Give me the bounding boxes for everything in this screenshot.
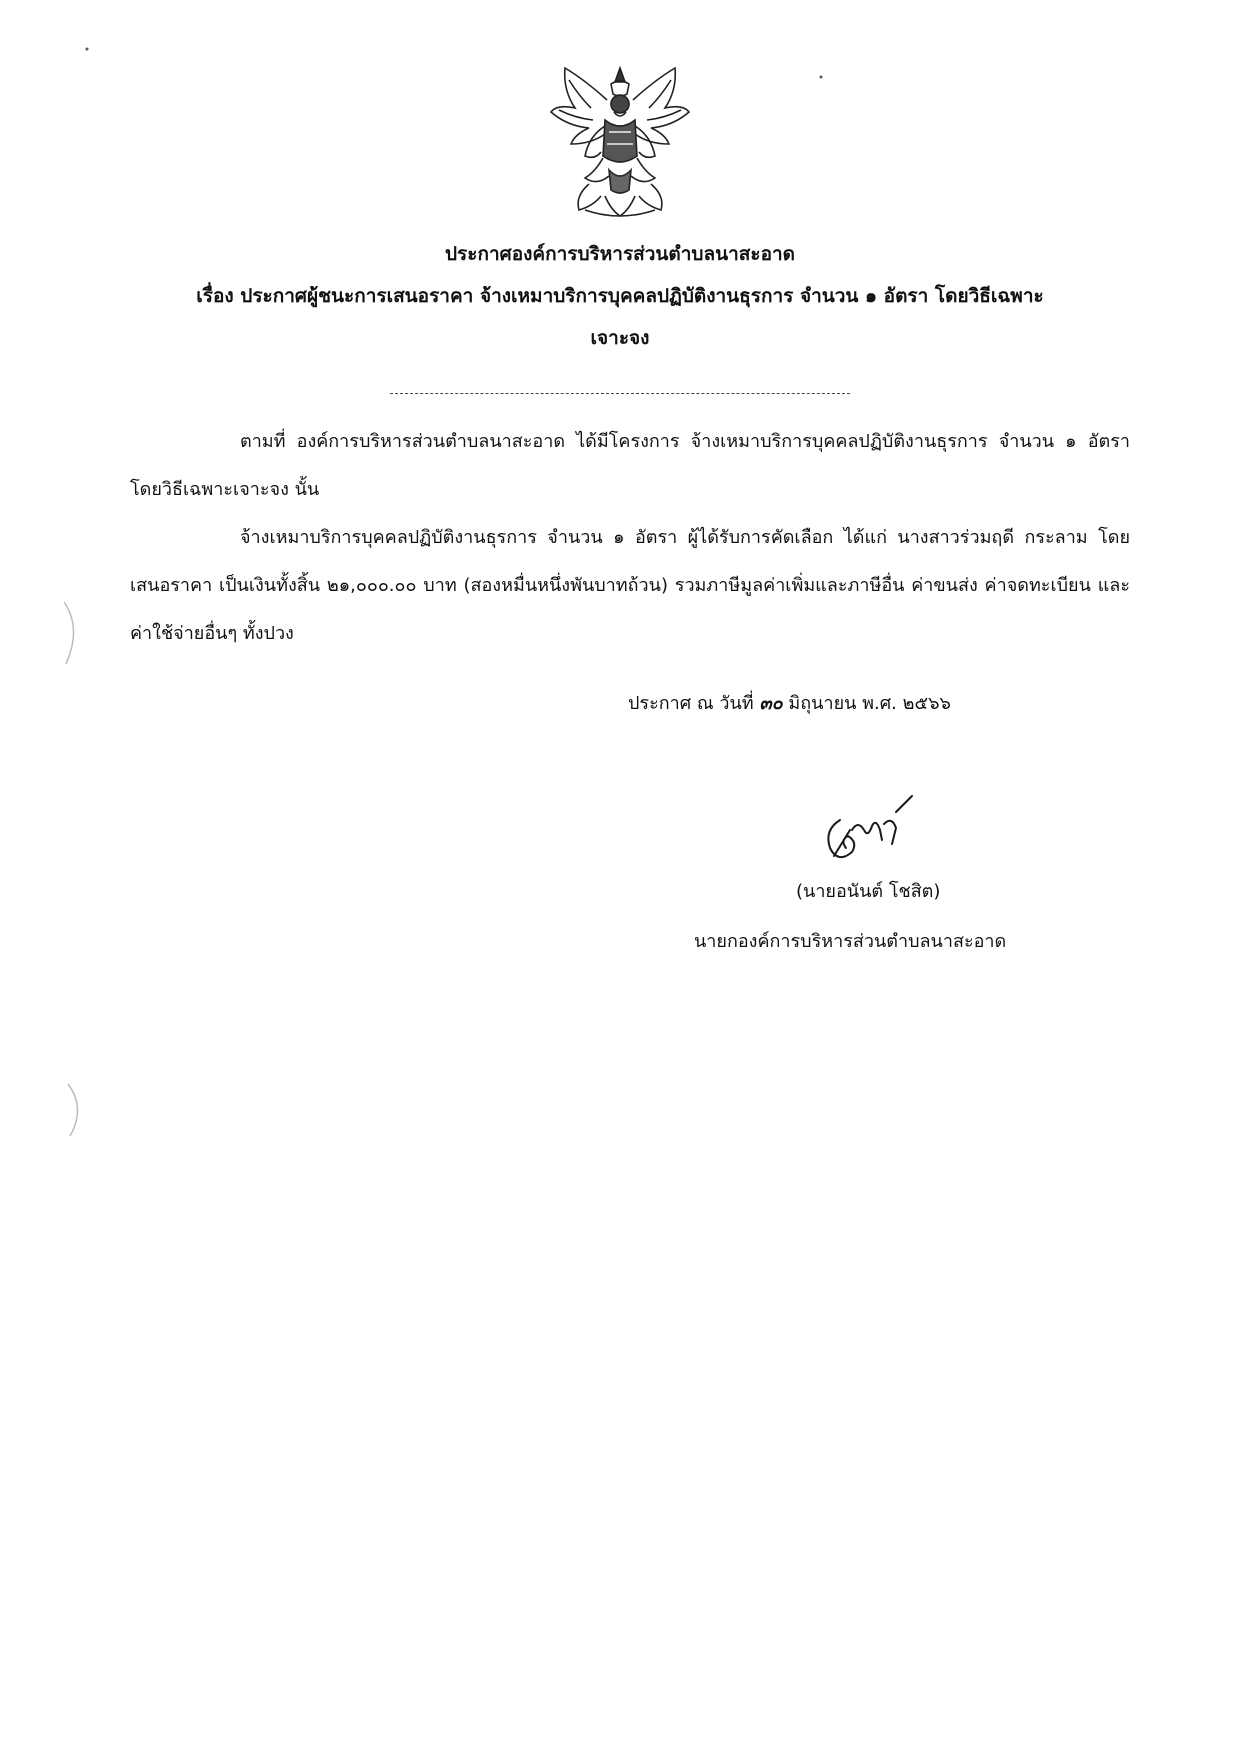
announcement-date [628,688,951,717]
title-block [150,240,1090,352]
date-prefix: ประกาศ ณ วันที่ [628,693,754,714]
dashed-divider [390,393,850,394]
garuda-emblem-icon [545,60,695,220]
announcement-heading: ประกาศองค์การบริหารส่วนตำบลนาสะอาด [445,243,795,265]
scan-speck [818,74,824,80]
scan-speck [84,46,90,52]
body-paragraph-2: จ้างเหมาบริการบุคคลปฏิบัติงานธุรการ จำนวน ๑ อัตรา ผู้ได้รับการคัดเลือก ได้แก่ นางสาวร่วมฤดี กระลาม โดยเสนอราคา เป็นเงินทั้งสิ้น ๒๑,๐๐๐.๐๐ บาท (สองหมื่นหนึ่งพันบาทถ้วน) รวมภาษีมูลค่าเพิ่มและภาษีอื่น ค่าขนส่ง ค่าจดทะเบียน และค่าใช้จ่ายอื่นๆ ทั้งปวง [130,527,1130,644]
subject-continuation: เจาะจง [590,327,650,349]
scan-hole-mark [58,598,88,668]
date-day: ๓๐ [759,693,783,714]
handwritten-signature-icon [812,790,942,870]
subject-line: เรื่อง ประกาศผู้ชนะการเสนอราคา จ้างเหมาบริการบุคคลปฏิบัติงานธุรการ จำนวน ๑ อัตรา โดยวิธีเฉพาะ [196,285,1044,307]
scan-hole-mark [62,1080,92,1140]
signer-title: นายกองค์การบริหารส่วนตำบลนาสะอาด [694,931,1007,952]
signer-name: (นายอนันต์ โชสิต) [796,881,941,902]
date-month-year: มิถุนายน พ.ศ. ๒๕๖๖ [788,693,951,714]
body-paragraph-1: ตามที่ องค์การบริหารส่วนตำบลนาสะอาด ได้มีโครงการ จ้างเหมาบริการบุคคลปฏิบัติงานธุรการ จำนวน ๑ อัตรา โดยวิธีเฉพาะเจาะจง นั้น [130,431,1130,500]
